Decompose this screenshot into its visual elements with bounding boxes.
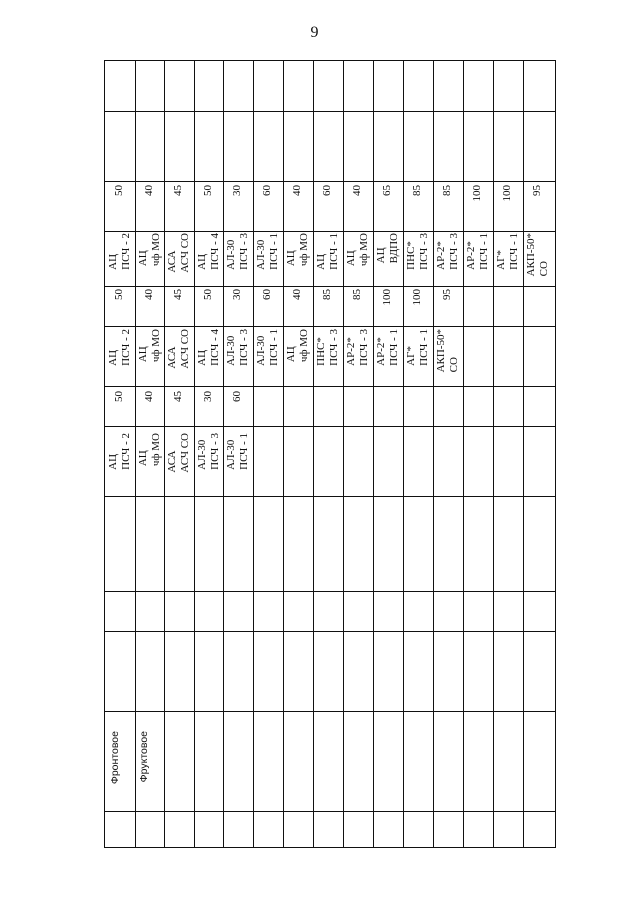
unit-line: АЦ xyxy=(315,253,327,270)
unit-line: АЦ xyxy=(107,349,119,366)
unit-cell xyxy=(137,233,163,266)
unit-cell xyxy=(495,233,521,270)
grid-line xyxy=(105,386,555,387)
unit-cell xyxy=(345,329,371,366)
unit-line: АЦ xyxy=(196,253,208,270)
unit-cell xyxy=(225,233,251,270)
value-cell: 40 xyxy=(291,185,303,196)
value-cell: 100 xyxy=(471,185,483,202)
unit-cell xyxy=(525,233,551,276)
grid-line xyxy=(253,61,254,847)
grid-line xyxy=(523,61,524,847)
grid-line xyxy=(105,181,555,182)
unit-line: АР-2* xyxy=(375,337,387,366)
unit-cell xyxy=(225,329,251,366)
unit-line: АЛ-30 xyxy=(225,439,237,470)
value-cell: 45 xyxy=(172,289,184,300)
unit-line: АЦ xyxy=(196,349,208,366)
unit-line: АЛ-30 xyxy=(225,239,237,270)
value-cell: 40 xyxy=(143,289,155,300)
grid-line xyxy=(194,61,195,847)
unit-cell xyxy=(166,433,192,473)
unit-line: ПСЧ - 1 xyxy=(268,233,280,270)
grid-line xyxy=(105,286,555,287)
unit-line: АГ* xyxy=(495,250,507,270)
value-cell: 100 xyxy=(411,289,423,306)
grid-line xyxy=(164,61,165,847)
grid-line xyxy=(105,426,555,427)
unit-line: АР-2* xyxy=(345,337,357,366)
grid-line xyxy=(283,61,284,847)
unit-cell xyxy=(375,233,401,263)
grid-line xyxy=(105,231,555,232)
unit-line: АЦ xyxy=(137,250,149,267)
unit-line: ПСЧ - 1 xyxy=(238,433,250,470)
unit-line: АСЧ СО xyxy=(179,433,191,473)
grid-line xyxy=(433,61,434,847)
unit-line: чф МО xyxy=(298,233,310,267)
unit-line: чф МО xyxy=(150,233,162,267)
unit-line: АГ* xyxy=(405,346,417,366)
unit-cell xyxy=(405,233,431,270)
unit-line: ПНС* xyxy=(315,337,327,366)
unit-line: СО xyxy=(538,261,550,277)
unit-line: ПСЧ - 4 xyxy=(209,233,221,270)
value-cell: 85 xyxy=(441,185,453,196)
unit-line: ПСЧ - 4 xyxy=(209,329,221,366)
grid-line xyxy=(373,61,374,847)
unit-cell xyxy=(107,433,133,470)
grid-line xyxy=(105,591,555,592)
grid-line xyxy=(105,326,555,327)
unit-line: чф МО xyxy=(150,329,162,363)
value-cell: 40 xyxy=(143,391,155,402)
page-number: 9 xyxy=(310,24,319,41)
value-cell: 40 xyxy=(143,185,155,196)
value-cell: 45 xyxy=(172,185,184,196)
unit-cell xyxy=(375,329,401,366)
unit-cell xyxy=(107,329,133,366)
value-cell: 60 xyxy=(261,185,273,196)
unit-cell xyxy=(465,233,491,270)
unit-cell xyxy=(435,329,461,372)
unit-line: АЛ-30 xyxy=(196,439,208,470)
unit-cell xyxy=(225,433,251,470)
value-cell: 60 xyxy=(261,289,273,300)
value-cell: 85 xyxy=(351,289,363,300)
grid-line xyxy=(105,811,555,812)
value-cell: 95 xyxy=(531,185,543,196)
region-label: Фронтовое xyxy=(109,731,121,785)
unit-line: АСА xyxy=(166,346,178,369)
value-cell: 40 xyxy=(351,185,363,196)
unit-cell xyxy=(315,329,341,366)
value-cell: 85 xyxy=(321,289,333,300)
value-cell: 100 xyxy=(501,185,513,202)
unit-line: ПСЧ - 3 xyxy=(358,329,370,366)
unit-cell xyxy=(435,233,461,270)
unit-cell xyxy=(405,329,431,366)
unit-line: АЦ xyxy=(345,250,357,267)
value-cell: 30 xyxy=(202,391,214,402)
unit-line: ПСЧ - 2 xyxy=(120,433,132,470)
unit-line: ПСЧ - 1 xyxy=(478,233,490,270)
unit-cell xyxy=(196,233,222,270)
unit-cell xyxy=(255,233,281,270)
value-cell: 60 xyxy=(321,185,333,196)
unit-line: чф МО xyxy=(150,433,162,467)
unit-cell xyxy=(137,433,163,466)
unit-line: ПСЧ - 3 xyxy=(418,233,430,270)
value-cell: 40 xyxy=(291,289,303,300)
grid-line xyxy=(105,711,555,712)
unit-line: АСА xyxy=(166,450,178,473)
rotated-data-table xyxy=(104,60,556,848)
unit-cell xyxy=(166,233,192,273)
value-cell: 100 xyxy=(381,289,393,306)
value-cell: 50 xyxy=(202,289,214,300)
unit-line: ВДПО xyxy=(388,233,400,264)
unit-line: АЦ xyxy=(375,247,387,264)
value-cell: 45 xyxy=(172,391,184,402)
unit-line: АЛ-30 xyxy=(255,335,267,366)
value-cell: 30 xyxy=(231,289,243,300)
unit-line: АЦ xyxy=(107,453,119,470)
unit-cell xyxy=(166,329,192,369)
unit-line: СО xyxy=(448,357,460,373)
value-cell: 85 xyxy=(411,185,423,196)
unit-line: ПСЧ - 3 xyxy=(238,329,250,366)
unit-line: ПСЧ - 3 xyxy=(209,433,221,470)
unit-cell xyxy=(107,233,133,270)
unit-line: АЦ xyxy=(285,250,297,267)
unit-line: АЦ xyxy=(107,253,119,270)
unit-line: ПСЧ - 3 xyxy=(328,329,340,366)
unit-line: АР-2* xyxy=(435,241,447,270)
unit-line: АЦ xyxy=(285,346,297,363)
value-cell: 95 xyxy=(441,289,453,300)
unit-line: ПСЧ - 1 xyxy=(388,329,400,366)
unit-cell xyxy=(315,233,341,270)
unit-line: АСЧ СО xyxy=(179,233,191,273)
value-cell: 65 xyxy=(381,185,393,196)
grid-line xyxy=(135,61,136,847)
unit-line: АКП-50* xyxy=(525,233,537,277)
grid-line xyxy=(313,61,314,847)
grid-line xyxy=(403,61,404,847)
value-cell: 30 xyxy=(231,185,243,196)
grid-line xyxy=(343,61,344,847)
unit-cell xyxy=(196,329,222,366)
unit-line: ПСЧ - 3 xyxy=(448,233,460,270)
unit-line: АЦ xyxy=(137,450,149,467)
unit-line: чф МО xyxy=(358,233,370,267)
unit-line: АКП-50* xyxy=(435,329,447,373)
value-cell: 60 xyxy=(231,391,243,402)
unit-line: АСЧ СО xyxy=(179,329,191,369)
unit-cell xyxy=(137,329,163,362)
value-cell: 50 xyxy=(202,185,214,196)
value-cell: 50 xyxy=(113,391,125,402)
unit-line: АР-2* xyxy=(465,241,477,270)
grid-line xyxy=(105,111,555,112)
unit-line: АЛ-30 xyxy=(255,239,267,270)
unit-cell xyxy=(196,433,222,470)
unit-line: ПНС* xyxy=(405,241,417,270)
unit-line: ПСЧ - 2 xyxy=(120,233,132,270)
value-cell: 50 xyxy=(113,289,125,300)
unit-line: ПСЧ - 1 xyxy=(508,233,520,270)
unit-cell xyxy=(285,329,311,362)
grid-line xyxy=(105,496,555,497)
unit-line: АЛ-30 xyxy=(225,335,237,366)
grid-line xyxy=(223,61,224,847)
unit-line: ПСЧ - 1 xyxy=(418,329,430,366)
unit-cell xyxy=(345,233,371,266)
unit-line: ПСЧ - 1 xyxy=(328,233,340,270)
unit-line: чф МО xyxy=(298,329,310,363)
grid-line xyxy=(463,61,464,847)
unit-line: АСА xyxy=(166,250,178,273)
value-cell: 50 xyxy=(113,185,125,196)
unit-cell xyxy=(255,329,281,366)
unit-cell xyxy=(285,233,311,266)
unit-line: ПСЧ - 1 xyxy=(268,329,280,366)
unit-line: ПСЧ - 3 xyxy=(238,233,250,270)
unit-line: ПСЧ - 2 xyxy=(120,329,132,366)
grid-line xyxy=(105,631,555,632)
region-label: Фруктовое xyxy=(138,731,150,783)
grid-line xyxy=(493,61,494,847)
unit-line: АЦ xyxy=(137,346,149,363)
